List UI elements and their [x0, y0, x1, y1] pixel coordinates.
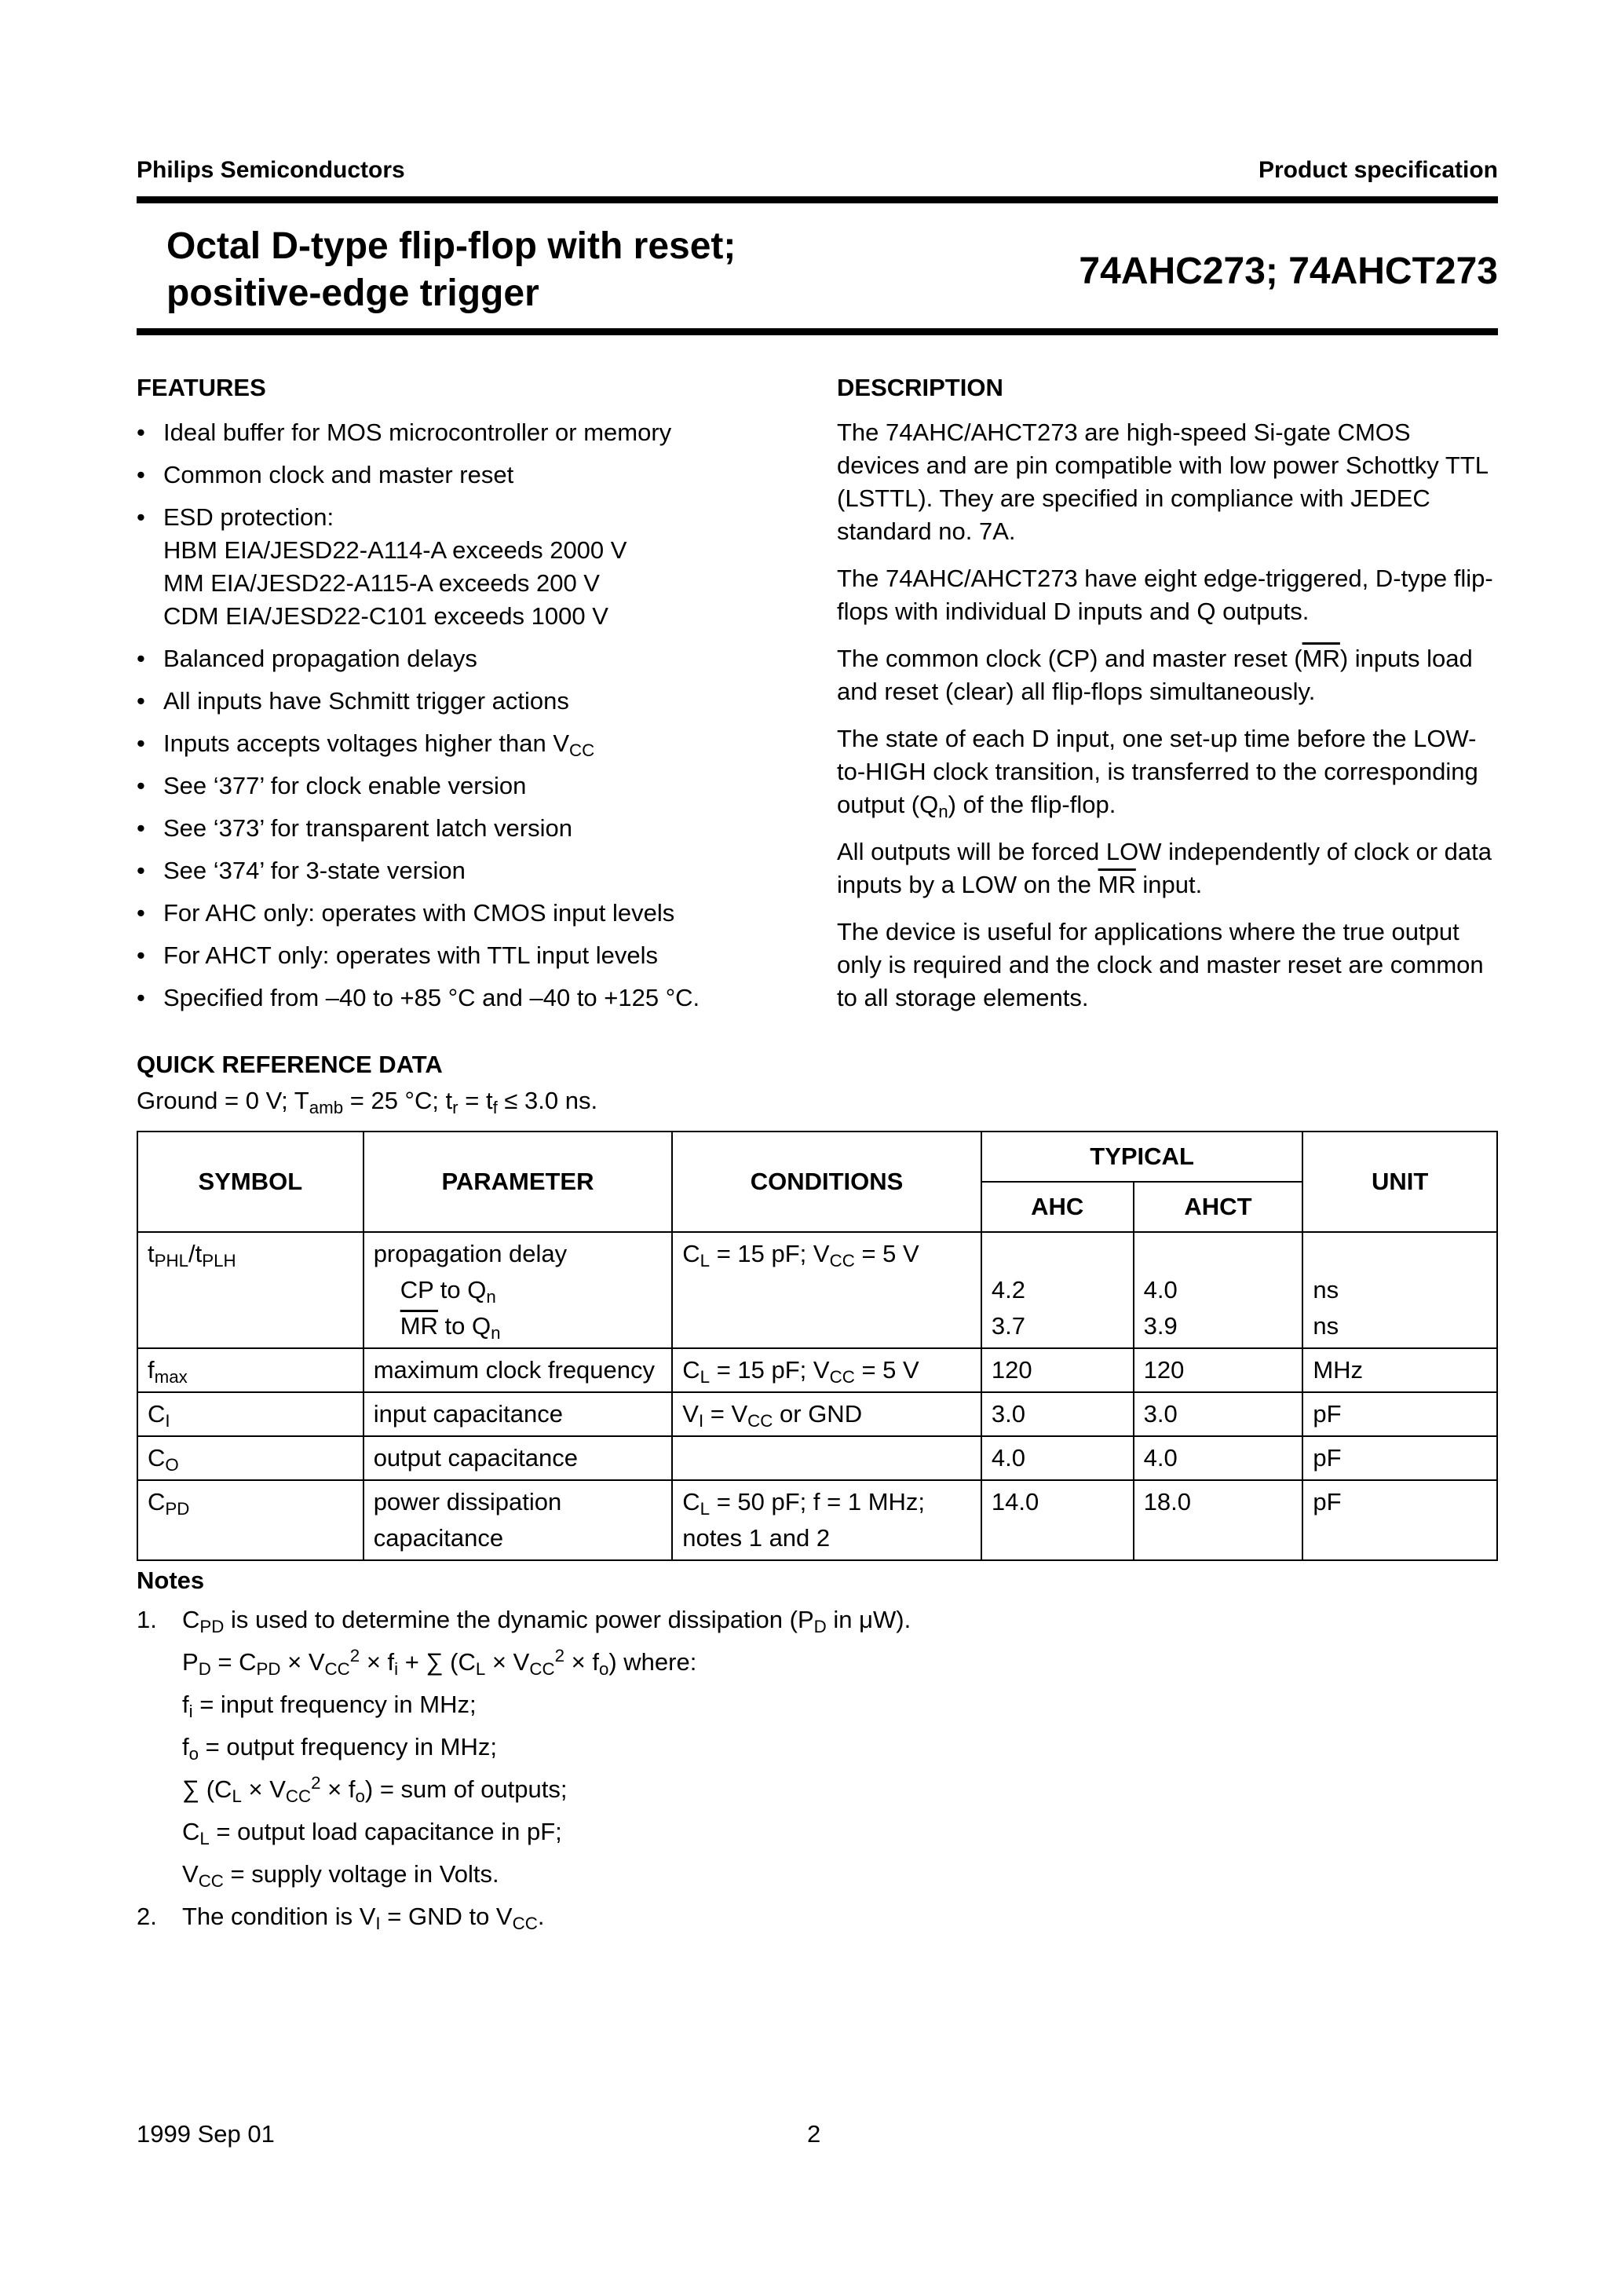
col-parameter: PARAMETER — [363, 1132, 673, 1232]
title-line-2: positive-edge trigger — [166, 272, 539, 314]
esd-mm: MM EIA/JESD22-A115-A exceeds 200 V — [163, 569, 600, 597]
list-item: • Common clock and master reset — [137, 461, 514, 488]
page-number: 2 — [807, 2120, 821, 2148]
cell-parameter: maximum clock frequency — [363, 1348, 673, 1392]
list-item: • All inputs have Schmitt trigger actions — [137, 687, 569, 715]
note-1-fi: $f_i$ = input frequency in MHz; — [182, 1691, 477, 1722]
cell-ahc: 120 — [981, 1348, 1134, 1392]
qrd-conditions: Ground = 0 V; $T_{amb} = 25$ °C; $t_r = t_f \le 3.0$ ns. — [137, 1087, 598, 1118]
notes-heading: Notes — [137, 1567, 205, 1594]
description-body — [837, 416, 1496, 1029]
description-p6: The device is useful for applications where the true output only is required and the clock and master reset are common to all storage elements. — [837, 918, 1484, 1011]
list-item: • See ‘374’ for 3-state version — [137, 857, 466, 884]
cell-parameter: output capacitance — [363, 1436, 673, 1480]
cell-unit: pF — [1302, 1392, 1497, 1436]
cell-conditions — [672, 1436, 981, 1480]
col-conditions: CONDITIONS — [672, 1132, 981, 1232]
note-1-formula: $P_D = C_{PD} \times V_{CC}^2 \times f_i$ + ∑ $(C_L \times V_{CC}^2 \times f_o)$ where: — [182, 1645, 697, 1680]
cell-unit: pF — [1302, 1436, 1497, 1480]
quick-reference-table — [137, 1131, 1498, 1561]
esd-cdm: CDM EIA/JESD22-C101 exceeds 1000 V — [163, 602, 608, 630]
page-title — [166, 223, 736, 317]
description-heading: DESCRIPTION — [837, 374, 1003, 401]
cell-ahc: 14.0 — [981, 1480, 1134, 1560]
esd-hbm: HBM EIA/JESD22-A114-A exceeds 2000 V — [163, 536, 627, 564]
note-1-cl: $C_L$ = output load capacitance in pF; — [182, 1818, 562, 1849]
header-rule-top — [137, 196, 1498, 203]
table-row — [137, 1392, 1497, 1436]
table-row — [137, 1436, 1497, 1480]
cell-symbol: $t_{PHL}/t_{PLH}$ — [137, 1232, 363, 1348]
cell-ahc: 4.2 3.7 — [981, 1232, 1134, 1348]
cell-parameter: propagation delay CP to $Q_n$ $\overline{MR}$ to $Q_n$ — [363, 1232, 673, 1348]
footer-date: 1999 Sep 01 — [137, 2120, 275, 2148]
cell-ahc: 4.0 — [981, 1436, 1134, 1480]
cell-symbol: $C_O$ — [137, 1436, 363, 1480]
list-item: • Inputs accepts voltages higher than $V_{CC}$ — [137, 729, 595, 761]
table-header-row — [137, 1132, 1497, 1182]
qrd-heading: QUICK REFERENCE DATA — [137, 1051, 443, 1078]
list-item: • Ideal buffer for MOS microcontroller or memory — [137, 419, 672, 446]
features-heading: FEATURES — [137, 374, 266, 401]
cell-ahct: 4.0 3.9 — [1134, 1232, 1303, 1348]
col-ahc: AHC — [981, 1182, 1134, 1232]
col-typical: TYPICAL — [981, 1132, 1302, 1182]
list-item: • For AHC only: operates with CMOS input levels — [137, 899, 675, 927]
cell-ahc: 3.0 — [981, 1392, 1134, 1436]
list-item: • Specified from –40 to +85 °C and –40 to +125 °C. — [137, 984, 700, 1011]
cell-unit: pF — [1302, 1480, 1497, 1560]
note-1-vcc: $V_{CC}$ = supply voltage in Volts. — [182, 1860, 499, 1892]
col-symbol: SYMBOL — [137, 1132, 363, 1232]
title-line-1: Octal D-type flip-flop with reset; — [166, 225, 736, 267]
description-p2: The 74AHC/AHCT273 have eight edge-triggered, D-type flip-flops with individual D inputs and Q outputs. — [837, 565, 1493, 625]
description-p1: The 74AHC/AHCT273 are high-speed Si-gate CMOS devices and are pin compatible with low power Schottky TTL (LSTTL). They are specified in compliance with JEDEC standard no. 7A. — [837, 419, 1488, 545]
cell-ahct: 18.0 — [1134, 1480, 1303, 1560]
cell-ahct: 120 — [1134, 1348, 1303, 1392]
header-rule-bottom — [137, 328, 1498, 335]
list-item: • Balanced propagation delays — [137, 645, 477, 672]
note-1-sum: ∑ $(C_L \times V_{CC}^2 \times f_o)$ = sum of outputs; — [182, 1772, 568, 1807]
note-2: 2. The condition is $V_I$ = GND to $V_{CC}$. — [137, 1903, 545, 1934]
company-name: Philips Semiconductors — [137, 157, 405, 183]
table-row — [137, 1348, 1497, 1392]
cell-conditions: $C_L = 15$ pF; $V_{CC} = 5$ V — [672, 1348, 981, 1392]
description-p3: The common clock (CP) and master reset $(\overline{MR})$ inputs load and reset (clear) all flip-flops simultaneously. — [837, 645, 1473, 705]
cell-symbol: $C_{PD}$ — [137, 1480, 363, 1560]
cell-unit: MHz — [1302, 1348, 1497, 1392]
list-item: • See ‘373’ for transparent latch version — [137, 814, 572, 842]
cell-ahct: 4.0 — [1134, 1436, 1303, 1480]
features-list — [137, 416, 843, 1024]
cell-conditions: $C_L = 50$ pF; f = 1 MHz; notes 1 and 2 — [672, 1480, 981, 1560]
col-unit: UNIT — [1302, 1132, 1497, 1232]
col-ahct: AHCT — [1134, 1182, 1303, 1232]
description-p5: All outputs will be forced LOW independently of clock or data inputs by a LOW on the $\overline{MR}$ input. — [837, 838, 1492, 898]
list-item: • For AHCT only: operates with TTL input levels — [137, 941, 659, 969]
cell-symbol: $C_I$ — [137, 1392, 363, 1436]
note-1: 1. $C_{PD}$ is used to determine the dynamic power dissipation ($P_D$ in μW). — [137, 1606, 911, 1637]
cell-symbol: $f_{max}$ — [137, 1348, 363, 1392]
cell-ahct: 3.0 — [1134, 1392, 1303, 1436]
cell-unit: ns ns — [1302, 1232, 1497, 1348]
table-row — [137, 1232, 1497, 1348]
list-item: • See ‘377’ for clock enable version — [137, 772, 527, 799]
cell-parameter: input capacitance — [363, 1392, 673, 1436]
cell-conditions: $C_L = 15$ pF; $V_{CC} = 5$ V — [672, 1232, 981, 1348]
list-item: • ESD protection: HBM EIA/JESD22-A114-A exceeds 2000 V MM EIA/JESD22-A115-A exceeds 200 V CDM EIA/JESD22-C101 exceeds 1000 V — [137, 501, 843, 633]
cell-parameter: power dissipation capacitance — [363, 1480, 673, 1560]
note-1-fo: $f_o$ = output frequency in MHz; — [182, 1733, 497, 1764]
table-row — [137, 1480, 1497, 1560]
part-number: 74AHC273; 74AHCT273 — [1079, 250, 1498, 292]
description-p4: The state of each D input, one set-up time before the LOW-to-HIGH clock transition, is transferred to the corresponding output $(Q_n)$ of the flip-flop. — [837, 725, 1478, 822]
cell-conditions: $V_I = V_{CC}$ or GND — [672, 1392, 981, 1436]
notes-section — [137, 1563, 1498, 1938]
document-type: Product specification — [1258, 157, 1498, 183]
